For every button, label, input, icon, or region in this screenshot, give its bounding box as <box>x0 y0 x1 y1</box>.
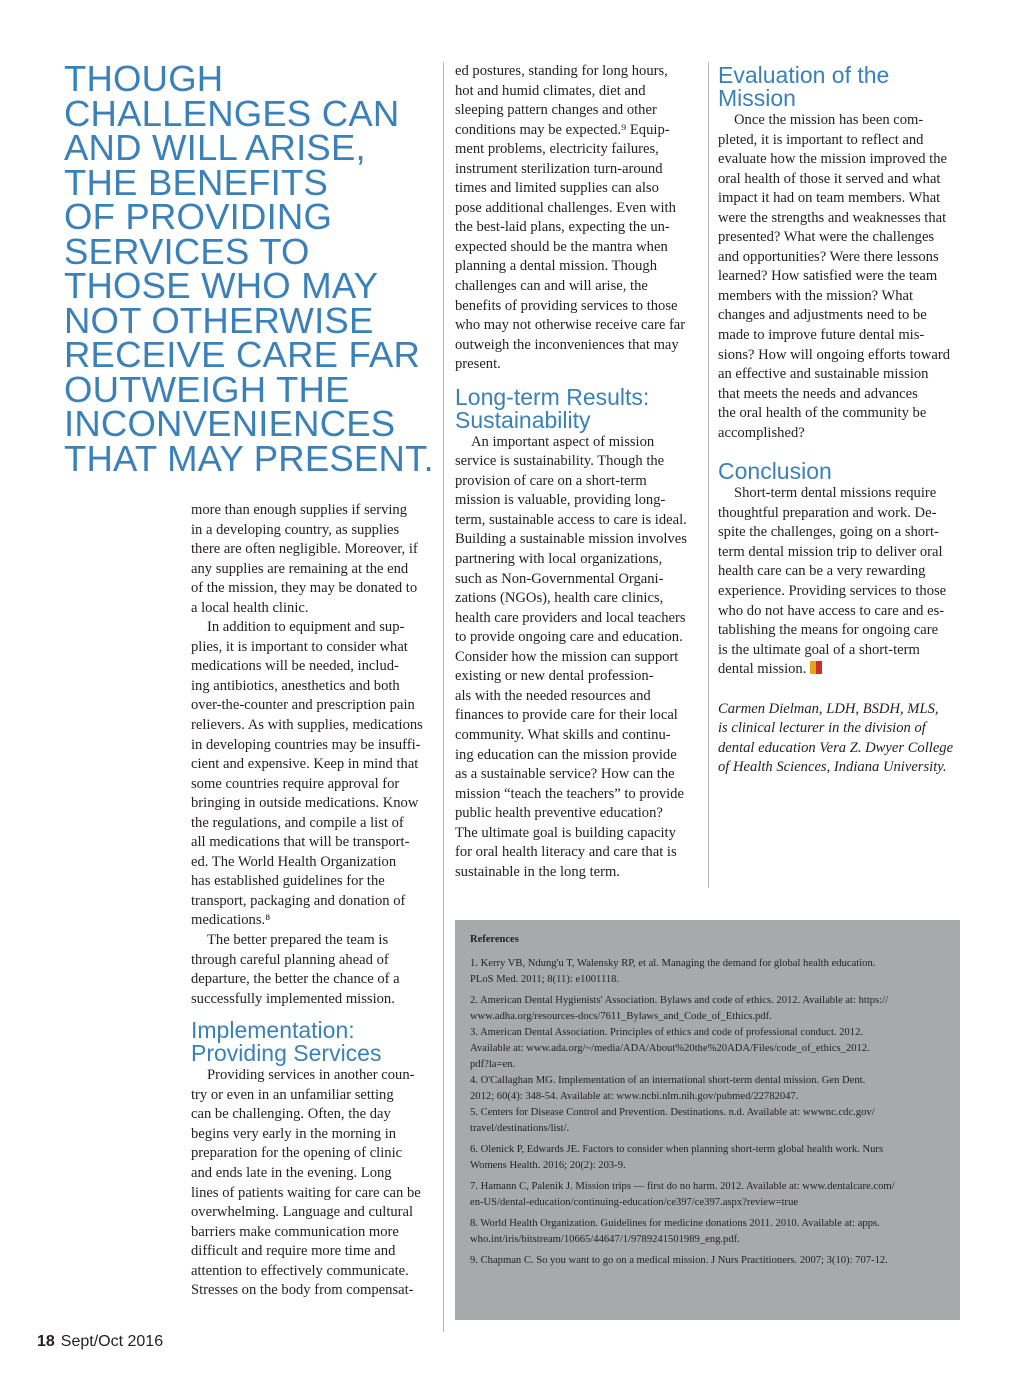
text-line: challenges can and will arise, the <box>455 278 648 295</box>
text-line: can be challenging. Often, the day <box>191 1106 391 1123</box>
reference-item <box>470 1105 940 1137</box>
reference-line: 4. O'Callaghan MG. Implementation of an international short-term dental mission. Gen Dent. <box>470 1075 866 1086</box>
text-line: health care can be a very rewarding <box>718 563 926 580</box>
text-line: hot and humid climates, diet and <box>455 82 646 99</box>
text-line: In addition to equipment and sup- <box>207 619 405 636</box>
text-line: pose additional challenges. Even with <box>455 199 676 216</box>
text-line: the best-laid plans, expecting the un- <box>455 219 670 236</box>
text-line: dental mission. <box>718 660 963 680</box>
text-line: an effective and sustainable mission <box>718 366 929 383</box>
text-line: experience. Providing services to those <box>718 583 947 600</box>
text-line: provision of care on a short-term <box>455 472 647 489</box>
text-line: Sustainability <box>455 406 591 433</box>
reference-line: en-US/dental-education/continuing-education/ce397/ce397.aspx?review=true <box>470 1197 799 1208</box>
text-line: successfully implemented mission. <box>191 990 395 1007</box>
reference-item <box>470 1179 940 1211</box>
text-line: the regulations, and compile a list of <box>191 814 404 831</box>
text-line: outweigh the inconveniences that may <box>455 336 679 353</box>
text-line: difficult and require more time and <box>191 1243 396 1260</box>
implementation-heading <box>191 1019 436 1065</box>
col2-paragraph-1 <box>455 62 700 375</box>
pull-quote-line: SERVICES TO <box>64 230 310 272</box>
column-3 <box>718 64 963 778</box>
author-byline <box>718 700 963 778</box>
text-line: begins very early in the morning in <box>191 1125 397 1142</box>
col1-paragraph-4 <box>191 1066 436 1301</box>
text-line: departure, the better the chance of a <box>191 971 400 988</box>
text-line: evaluate how the mission improved the <box>718 151 947 168</box>
text-line: Providing Services <box>191 1040 382 1067</box>
text-line: relievers. As with supplies, medications <box>191 717 423 734</box>
text-line: instrument sterilization turn-around <box>455 160 663 177</box>
text-line: of Health Sciences, Indiana University. <box>718 759 947 776</box>
references-box <box>455 920 960 1320</box>
reference-line: 2. American Dental Hygienists' Association. Bylaws and code of ethics. 2012. Available at: https:// <box>470 995 889 1006</box>
text-line: members with the mission? What <box>718 287 914 304</box>
text-line: mission “teach the teachers” to provide <box>455 785 684 802</box>
text-line: is the ultimate goal of a short-term <box>718 641 920 658</box>
text-line: barriers make communication more <box>191 1223 399 1240</box>
reference-line: 1. Kerry VB, Ndung'u T, Walensky RP, et al. Managing the demand for global health education. <box>470 958 876 969</box>
text-line: Short-term dental missions require <box>734 485 937 502</box>
text-line: sions? How will ongoing efforts toward <box>718 346 950 363</box>
text-line: attention to effectively communicate. <box>191 1262 409 1279</box>
text-line: medications.⁸ <box>191 912 271 929</box>
column-rule-1 <box>443 62 444 1332</box>
text-line: to provide ongoing care and education. <box>455 629 683 646</box>
text-line: The ultimate goal is building capacity <box>455 824 676 841</box>
text-line: Consider how the mission can support <box>455 648 679 665</box>
reference-line: www.adha.org/resources-docs/7611_Bylaws_and_Code_of_Ethics.pdf. <box>470 1011 772 1022</box>
col1-paragraph-3 <box>191 931 436 1009</box>
col2-paragraph-2 <box>455 433 700 883</box>
text-line: thoughtful preparation and work. De- <box>718 504 937 521</box>
text-line: such as Non-Governmental Organi- <box>455 570 664 587</box>
text-line: The better prepared the team is <box>207 932 389 949</box>
text-line: public health preventive education? <box>455 805 663 822</box>
text-line: community. What skills and continu- <box>455 726 671 743</box>
text-line: in a developing country, as supplies <box>191 521 400 538</box>
text-line: cient and expensive. Keep in mind that <box>191 756 419 773</box>
text-line: Carmen Dielman, LDH, BSDH, MLS, <box>718 700 939 717</box>
page-number: 18 <box>37 1333 55 1350</box>
reference-item <box>470 1142 940 1174</box>
reference-item <box>470 1216 940 1248</box>
text-line: as a sustainable service? How can the <box>455 766 675 783</box>
text-line: impact it had on team members. What <box>718 190 941 207</box>
text-line: Evaluation of the <box>718 62 890 88</box>
pull-quote-line: NOT OTHERWISE <box>64 299 374 341</box>
text-line: for oral health literacy and care that is <box>455 844 677 861</box>
text-line: existing or new dental profession- <box>455 668 654 685</box>
pull-quote-line: OUTWEIGH THE <box>64 368 350 410</box>
text-line: over-the-counter and prescription pain <box>191 697 415 714</box>
text-line: lines of patients waiting for care can be <box>191 1184 421 1201</box>
text-line: more than enough supplies if serving <box>191 502 408 518</box>
pull-quote-line: RECEIVE CARE FAR <box>64 334 421 375</box>
text-line: oral health of those it served and what <box>718 170 941 187</box>
text-line: service is sustainability. Though the <box>455 453 665 470</box>
text-line: Once the mission has been com- <box>734 112 924 128</box>
text-line: overwhelming. Language and cultural <box>191 1204 414 1221</box>
end-of-article-icon <box>810 661 822 674</box>
pull-quote-line: THE BENEFITS <box>64 161 329 203</box>
text-line: medications will be needed, includ- <box>191 658 399 675</box>
col3-paragraph-2 <box>718 484 963 679</box>
text-line: sleeping pattern changes and other <box>455 102 657 119</box>
text-line: transport, packaging and donation of <box>191 892 406 909</box>
text-line: bringing in outside medications. Know <box>191 795 419 812</box>
reference-line: 8. World Health Organization. Guidelines for medicine donations 2011. 2010. Available at: apps. <box>470 1218 880 1229</box>
text-line: conditions may be expected.⁹ Equip- <box>455 121 670 138</box>
text-line: were the strengths and weaknesses that <box>718 209 947 226</box>
text-line: term dental mission trip to deliver oral <box>718 543 943 560</box>
col1-paragraph-1 <box>191 501 436 618</box>
text-line: Building a sustainable mission involves <box>455 531 687 548</box>
text-line: zations (NGOs), health care clinics, <box>455 590 664 607</box>
text-line: ed. The World Health Organization <box>191 853 397 870</box>
text-line: ment problems, electricity failures, <box>455 141 659 158</box>
pull-quote-line: CHALLENGES CAN <box>64 92 400 134</box>
text-line: all medications that will be transport- <box>191 834 410 851</box>
text-line: ing antibiotics, anesthetics and both <box>191 677 400 694</box>
page-footer <box>37 1333 163 1351</box>
text-line: try or even in an unfamiliar setting <box>191 1086 394 1103</box>
conclusion-heading: Conclusion <box>718 458 832 485</box>
text-line: Stresses on the body from compensat- <box>191 1282 414 1299</box>
text-line: who may not otherwise receive care far <box>455 317 686 334</box>
text-line: pleted, it is important to reflect and <box>718 131 924 148</box>
text-line: preparation for the opening of clinic <box>191 1145 403 1162</box>
text-line: health care providers and local teachers <box>455 609 686 626</box>
pull-quote-line: THAT MAY PRESENT. <box>64 437 434 479</box>
reference-line: 5. Centers for Disease Control and Prevention. Destinations. n.d. Available at: wwwnc.cdc.gov/ <box>470 1107 875 1118</box>
text-line: expected should be the mantra when <box>455 238 668 255</box>
text-line: accomplished? <box>718 424 805 441</box>
pull-quote-line: AND WILL ARISE, <box>64 127 366 168</box>
text-line: is clinical lecturer in the division of <box>718 720 926 737</box>
text-line: An important aspect of mission <box>471 433 655 450</box>
text-line: plies, it is important to consider what <box>191 638 408 655</box>
references-title: References <box>470 934 519 945</box>
text-line: through careful planning ahead of <box>191 951 389 968</box>
reference-line: 2012; 60(4): 348-54. Available at: www.ncbi.nlm.nih.gov/pubmed/22782047. <box>470 1091 799 1102</box>
text-line: and ends late in the evening. Long <box>191 1164 392 1181</box>
text-line: presented? What were the challenges <box>718 229 935 246</box>
text-line: tablishing the means for ongoing care <box>718 622 939 639</box>
pull-quote <box>64 58 444 479</box>
text-line: als with the needed resources and <box>455 687 651 704</box>
reference-line: PLoS Med. 2011; 8(11): e1001118. <box>470 974 620 985</box>
reference-line: Womens Health. 2016; 20(2): 203-9. <box>470 1160 626 1171</box>
text-line: who do not have access to care and es- <box>718 602 945 619</box>
text-line: ed postures, standing for long hours, <box>455 63 668 79</box>
reference-line: 9. Chapman C. So you want to go on a medical mission. J Nurs Practitioners. 2007; 3(10): 707-12. <box>470 1255 888 1266</box>
text-line: term, sustainable access to care is ideal. <box>455 511 687 528</box>
col1-paragraph-2 <box>191 618 436 931</box>
text-line: made to improve future dental mis- <box>718 327 925 344</box>
reference-item <box>470 1253 940 1269</box>
evaluation-heading <box>718 64 963 110</box>
text-line: there are often negligible. Moreover, if <box>191 541 418 558</box>
text-line: mission is valuable, providing long- <box>455 492 666 509</box>
text-line: has established guidelines for the <box>191 873 385 890</box>
text-line: Long-term Results: <box>455 383 650 410</box>
text-line: sustainable in the long term. <box>455 863 620 880</box>
reference-line: travel/destinations/list/. <box>470 1123 570 1134</box>
column-rule-2 <box>708 62 709 888</box>
column-1 <box>191 501 436 1301</box>
text-line: of the mission, they may be donated to <box>191 580 418 597</box>
pull-quote-line: THOUGH <box>64 58 224 99</box>
text-line: Implementation: <box>191 1017 355 1044</box>
col3-paragraph-1 <box>718 111 963 443</box>
reference-line: 3. American Dental Association. Principles of ethics and code of professional conduct. 2012. <box>470 1027 864 1038</box>
text-line: ing education can the mission provide <box>455 746 677 763</box>
text-line: planning a dental mission. Though <box>455 258 657 275</box>
reference-line: 7. Hamann C, Palenik J. Mission trips — first do no harm. 2012. Available at: www.dentalcare.com/ <box>470 1181 895 1192</box>
reference-item <box>470 993 940 1025</box>
pull-quote-line: INCONVENIENCES <box>64 403 396 444</box>
text-line: in developing countries may be insuffi- <box>191 736 421 753</box>
reference-item <box>470 1025 940 1073</box>
text-line: present. <box>455 356 501 373</box>
text-line: spite the challenges, going on a short- <box>718 524 939 541</box>
text-line: dental education Vera Z. Dwyer College <box>718 739 954 756</box>
text-line: partnering with local organizations, <box>455 551 663 568</box>
text-line: Mission <box>718 85 796 111</box>
pull-quote-line: THOSE WHO MAY <box>64 265 379 306</box>
sustainability-heading <box>455 383 700 433</box>
text-line: that meets the needs and advances <box>718 385 918 402</box>
reference-line: who.int/iris/bitstream/10665/44647/1/9789241501989_eng.pdf. <box>470 1234 740 1245</box>
pull-quote-line: OF PROVIDING <box>64 196 333 237</box>
issue-date: Sept/Oct 2016 <box>60 1333 164 1350</box>
text-line: changes and adjustments need to be <box>718 307 927 324</box>
text-line: any supplies are remaining at the end <box>191 560 409 577</box>
text-line: the oral health of the community be <box>718 405 927 422</box>
text-line: Providing services in another coun- <box>207 1067 415 1084</box>
text-line: some countries require approval for <box>191 775 400 792</box>
text-line: finances to provide care for their local <box>455 707 678 724</box>
reference-item <box>470 1073 940 1105</box>
reference-line: 6. Olenick P, Edwards JE. Factors to consider when planning short-term global health work. Nurs <box>470 1144 884 1155</box>
text-line: a local health clinic. <box>191 599 309 616</box>
text-line: times and limited supplies can also <box>455 180 659 197</box>
reference-item <box>470 956 940 988</box>
text-line: and opportunities? Were there lessons <box>718 248 939 265</box>
text-line: learned? How satisfied were the team <box>718 268 938 285</box>
reference-line: pdf?la=en. <box>470 1059 516 1070</box>
column-2 <box>455 62 700 882</box>
reference-line: Available at: www.ada.org/~/media/ADA/About%20the%20ADA/Files/code_of_ethics_2012. <box>470 1043 870 1054</box>
text-line: benefits of providing services to those <box>455 297 678 314</box>
